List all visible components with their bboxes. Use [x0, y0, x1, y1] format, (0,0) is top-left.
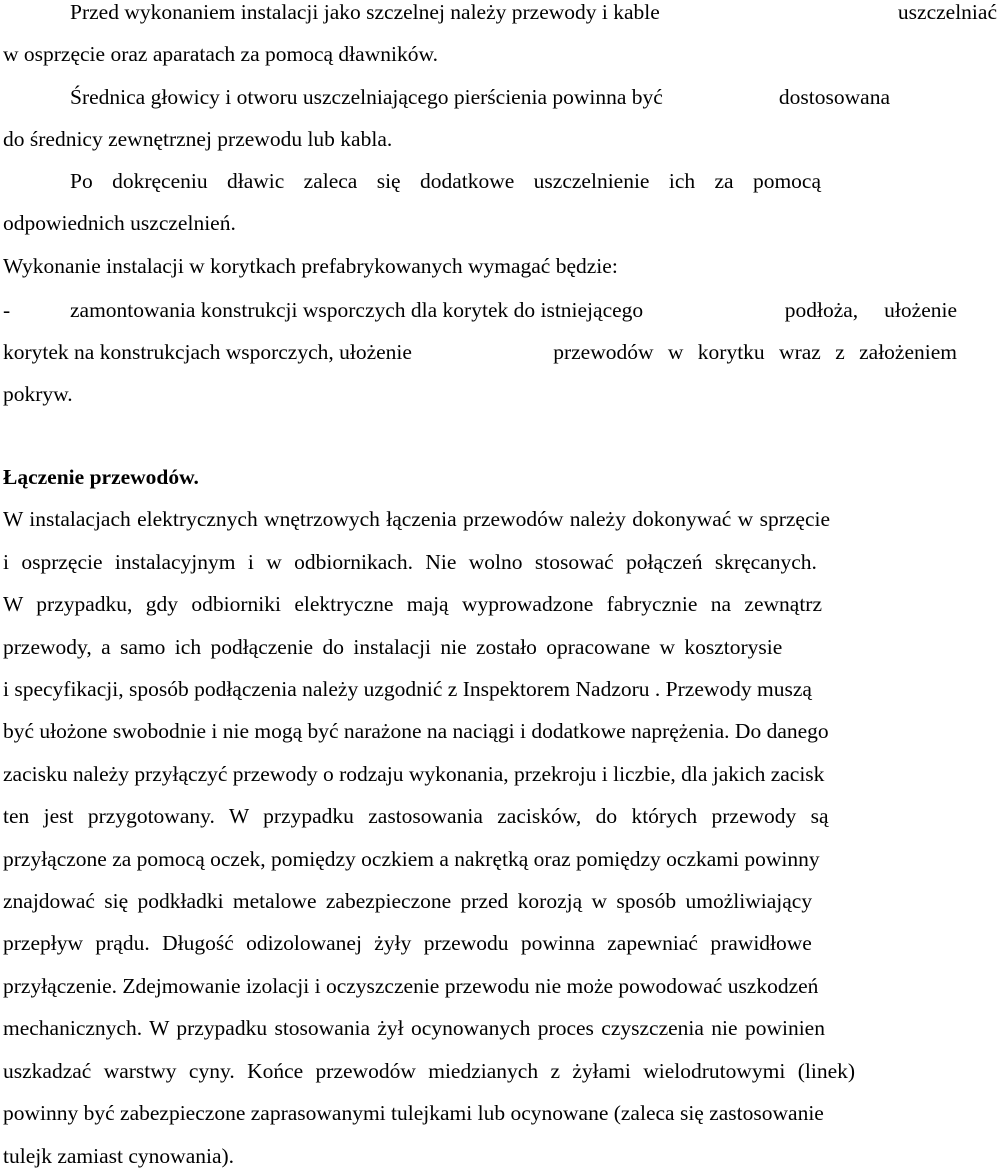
body-line-11: przepływ prądu. Długość odizolowanej żyły przewodu powinna zapewniać prawidłowe [3, 931, 812, 955]
bullet-line2-left: korytek na konstrukcjach wsporczych, ułożenie [3, 340, 412, 364]
bullet-line1 [70, 300, 957, 322]
body-line-2: i osprzęcie instalacyjnym i w odbiornikach. Nie wolno stosować połączeń skręcanych. [3, 550, 817, 574]
paragraph1-line2: w osprzęcie oraz aparatach za pomocą dławników. [3, 42, 438, 66]
paragraph2-line2: do średnicy zewnętrznej przewodu lub kabla. [3, 127, 393, 151]
body-line-16: tulejk zamiast cynowania). [3, 1144, 235, 1168]
body-line-12: przyłączenie. Zdejmowanie izolacji i oczyszczenie przewodu nie może powodować uszkodzeń [3, 974, 819, 998]
paragraph2-line1-left: Średnica głowicy i otworu uszczelniającego pierścienia powinna być [70, 85, 663, 109]
bullet-line1-mid: podłoża, [784, 298, 859, 322]
body-line-1: W instalacjach elektrycznych wnętrzowych łączenia przewodów należy dokonywać w sprzęcie [3, 507, 831, 531]
bullet-line1-right: ułożenie [884, 298, 957, 322]
body-line-9: przyłączone za pomocą oczek, pomiędzy oczkiem a nakrętką oraz pomiędzy oczkami powinny [3, 847, 820, 871]
body-line-8: ten jest przygotowany. W przypadku zastosowania zacisków, do których przewody są [3, 804, 829, 828]
body-line-7: zacisku należy przyłączyć przewody o rodzaju wykonania, przekroju i liczbie, dla jakich zacisk [3, 762, 825, 786]
paragraph1-line1-left: Przed wykonaniem instalacji jako szczelnej należy przewody i kable [70, 0, 660, 24]
body-line-13: mechanicznych. W przypadku stosowania żył ocynowanych proces czyszczenia nie powinien [3, 1016, 825, 1040]
body-line-10: znajdować się podkładki metalowe zabezpieczone przed korozją w sposób umożliwiający [3, 889, 813, 913]
paragraph2-line1-right: dostosowana [778, 85, 890, 109]
paragraph3-line1: Po dokręceniu dławic zaleca się dodatkowe uszczelnienie ich za pomocą [70, 169, 822, 193]
paragraph1-line1 [70, 0, 997, 24]
paragraph3-line2: odpowiednich uszczelnień. [3, 211, 236, 235]
section-heading: Łączenie przewodów. [3, 465, 199, 489]
paragraph2-line1 [70, 87, 890, 109]
bullet-line3: pokryw. [3, 382, 73, 406]
body-line-3: W przypadku, gdy odbiorniki elektryczne mają wyprowadzone fabrycznie na zewnątrz [3, 592, 823, 616]
bullet-line1-left: zamontowania konstrukcji wsporczych dla korytek do istniejącego [70, 298, 644, 322]
paragraph1-line1-right: uszczelniać [897, 0, 997, 24]
body-line-15: powinny być zabezpieczone zaprasowanymi tulejkami lub ocynowane (zaleca się zastosowanie [3, 1101, 824, 1125]
bullet-line2 [3, 342, 957, 364]
body-line-5: i specyfikacji, sposób podłączenia należy uzgodnić z Inspektorem Nadzoru . Przewody muszą [3, 677, 812, 701]
paragraph4-intro: Wykonanie instalacji w korytkach prefabrykowanych wymagać będzie: [3, 254, 618, 278]
body-line-4: przewody, a samo ich podłączenie do instalacji nie zostało opracowane w kosztorysie [3, 635, 783, 659]
bullet-line2-right: przewodów w korytku wraz z założeniem [553, 340, 957, 364]
body-line-6: być ułożone swobodnie i nie mogą być narażone na naciągi i dodatkowe naprężenia. Do danego [3, 719, 829, 743]
body-line-14: uszkadzać warstwy cyny. Końce przewodów miedzianych z żyłami wielodrutowymi (linek) [3, 1059, 856, 1083]
bullet-marker: - [3, 298, 11, 322]
